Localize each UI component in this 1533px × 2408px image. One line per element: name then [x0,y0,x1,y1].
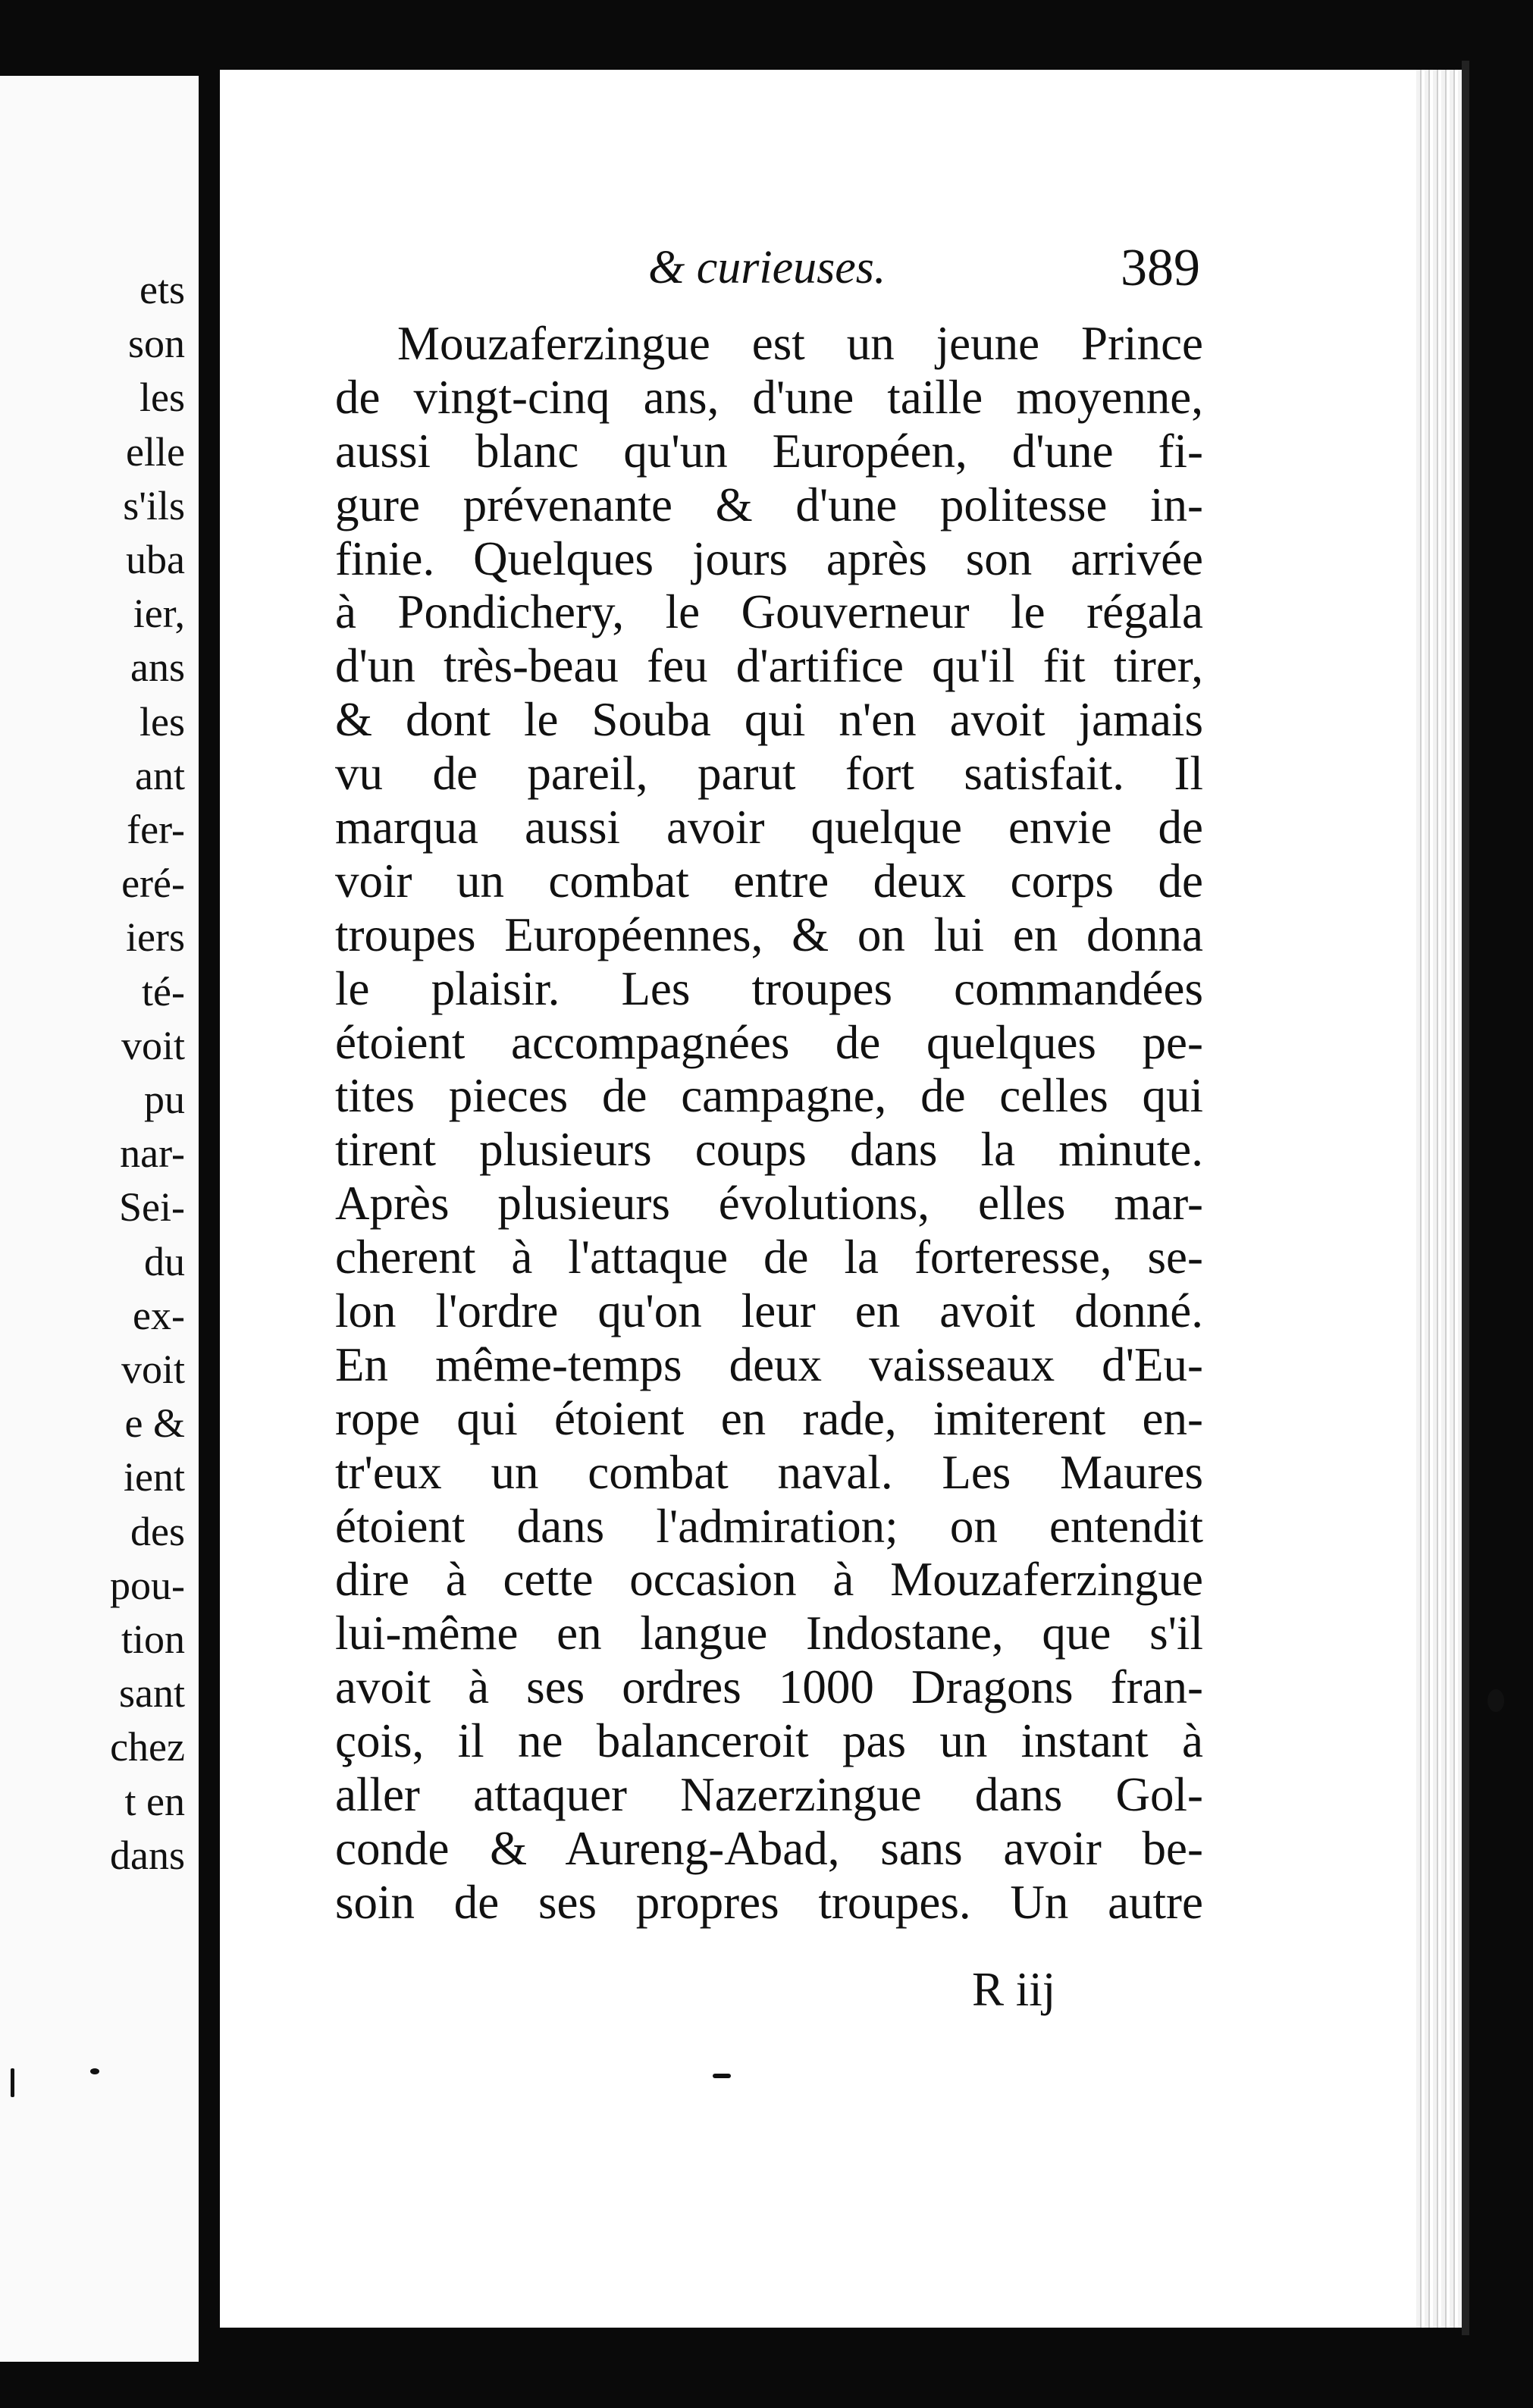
facing-page-line: dans [110,1832,185,1878]
facing-page-line: du [144,1238,185,1284]
facing-page-line: ant [135,752,185,798]
text-line: marqua aussi avoir quelque envie de [335,801,1203,854]
text-line: de vingt-cinq ans, d'une taille moyenne, [335,370,1203,424]
facing-page-fragment [0,76,199,2362]
facing-page-line: les [140,375,185,421]
page-number: 389 [1121,239,1200,297]
scan-speck [11,2068,14,2097]
text-line: étoient accompagnées de quelques pe- [335,1015,1203,1069]
text-line: lui-même en langue Indostane, que s'il [335,1607,1203,1660]
text-line: avoit à ses ordres 1000 Dragons fran- [335,1660,1203,1714]
text-line: tr'eux un combat naval. Les Maures [335,1445,1203,1499]
text-line: à Pondichery, le Gouverneur le régala [335,585,1203,639]
facing-page-line: voit [121,1347,185,1392]
facing-page-line: son [127,321,185,367]
facing-page-line: nar- [120,1130,185,1177]
facing-page-line: voit [121,1022,185,1068]
text-line: vu de pareil, parut fort satisfait. Il [335,747,1203,801]
text-line: voir un combat entre deux corps de [335,854,1203,908]
text-line: cherent à l'attaque de la forteresse, se- [335,1231,1203,1284]
facing-page-line: uba [126,537,185,582]
text-line: aussi blanc qu'un Européen, d'une fi- [335,424,1203,478]
facing-page-line: e & [124,1400,185,1447]
text-line: tites pieces de campagne, de celles qui [335,1069,1203,1123]
facing-page-line: ans [130,644,185,691]
facing-page-line: des [130,1508,185,1554]
running-head: & curieuses. [648,242,886,293]
text-line: En même-temps deux vaisseaux d'Eu- [335,1337,1203,1391]
text-line: Après plusieurs évolutions, elles mar- [335,1177,1203,1231]
book-spine-shadow [1462,61,1469,2335]
text-line: conde & Aureng-Abad, sans avoir be- [335,1821,1203,1875]
facing-page-line: té- [142,968,185,1014]
text-line: çois, il ne balanceroit pas un instant à [335,1714,1203,1768]
facing-page-line: fer- [127,807,185,852]
page-edges [1416,70,1462,2328]
text-line: lon l'ordre qu'on leur en avoit donné. [335,1284,1203,1338]
text-line: gure prévenante & d'une politesse in- [335,478,1203,531]
text-line: tirent plusieurs coups dans la minute. [335,1123,1203,1177]
facing-page-line: chez [110,1724,185,1770]
text-line: le plaisir. Les troupes commandées [335,961,1203,1015]
text-line: troupes Européennes, & on lui en donna [335,908,1203,961]
text-line: dire à cette occasion à Mouzaferzingue [335,1553,1203,1607]
scan-speck [90,2068,99,2074]
facing-page-line: ient [124,1454,185,1500]
facing-page-line: iers [126,914,185,961]
facing-page-line: Sei- [119,1184,185,1231]
facing-page-line: ex- [133,1292,185,1338]
scan-speck [1488,1689,1504,1712]
facing-page-line: sant [119,1670,185,1717]
facing-page-line: pou- [110,1562,185,1608]
text-line: soin de ses propres troupes. Un autre [335,1875,1203,1929]
facing-page-line: tion [121,1616,185,1662]
text-line: finie. Quelques jours après son arrivée [335,531,1203,585]
facing-page-line: ier, [133,591,185,637]
facing-page-line: pu [144,1077,185,1122]
scan-speck [713,2074,731,2078]
facing-page-line: t en [124,1778,185,1824]
text-line: Mouzaferzingue est un jeune Prince [397,317,1203,370]
text-line: d'un très-beau feu d'artifice qu'il fit tirer, [335,639,1203,693]
facing-page-line: elle [126,428,185,475]
facing-page-line: ets [140,267,185,312]
facing-page-line: s'ils [123,482,185,528]
facing-page-line: eré- [121,861,185,907]
facing-page-line: les [140,698,185,745]
body-text [335,317,1203,1930]
text-line: aller attaquer Nazerzingue dans Gol- [335,1768,1203,1822]
signature-mark: R iij [972,1963,1056,2016]
text-line: rope qui étoient en rade, imiterent en- [335,1391,1203,1445]
text-line: étoient dans l'admiration; on entendit [335,1499,1203,1553]
text-line: & dont le Souba qui n'en avoit jamais [335,693,1203,747]
